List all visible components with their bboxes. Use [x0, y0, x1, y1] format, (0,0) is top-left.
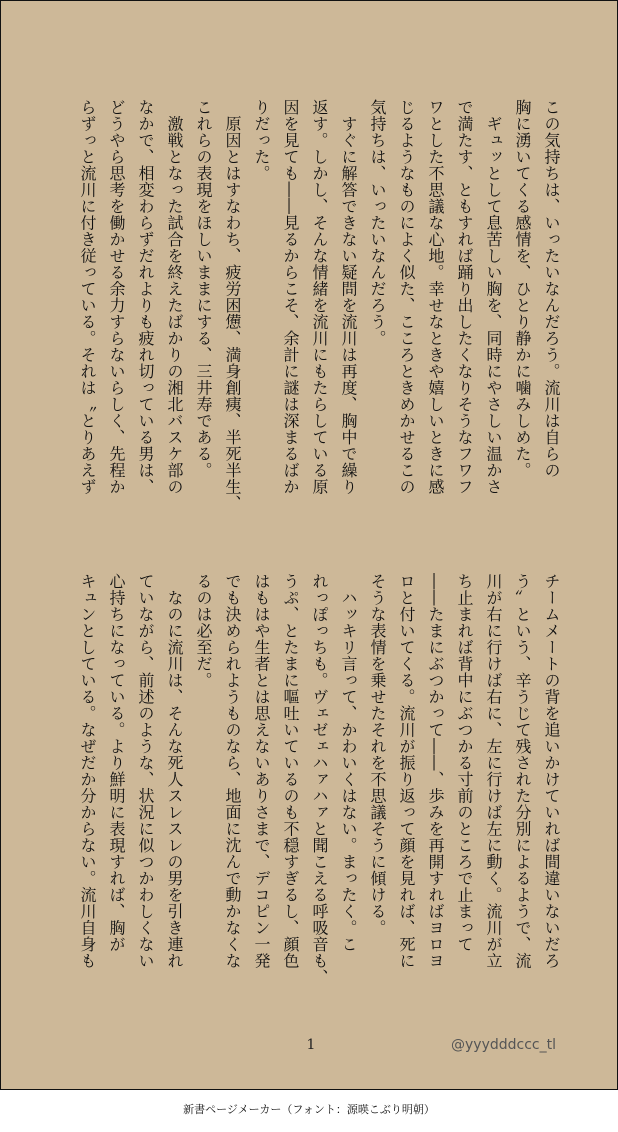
text-line: チームメートの背を追いかけていれば間違いないだろ — [542, 573, 561, 969]
text-line: ていながら、前述のような、状況に似つかわしくない — [136, 573, 155, 969]
text-line: キュンとしている。なぜだか分からない。流川自身も — [78, 573, 97, 969]
text-line: すぐに解答できない疑問を流川は再度、胸中で繰り — [339, 99, 358, 495]
text-line: で満たす、ともすれば踊り出したくなりそうなフワフ — [455, 99, 474, 495]
text-block-upper — [61, 99, 566, 554]
text-line: うぷ、とたまに嘔吐いているのも不穏すぎるし、顔色 — [281, 573, 300, 969]
text-line: じるようなものによく似た、こころときめかせるこの — [397, 99, 416, 495]
text-line: ロと付いてくる。流川が振り返って顔を見れば、死に — [397, 573, 416, 969]
text-line: らずっと流川に付き従っている。それは〝とりあえず — [78, 99, 97, 495]
text-line: るのは必至だ。 — [194, 573, 213, 689]
text-line: ワとした不思議な心地。幸せなときや嬉しいときに感 — [426, 99, 445, 495]
text-line: 胸に湧いてくる感情を、ひとり静かに噛みしめた。 — [513, 99, 532, 479]
text-line: ――たまにぶつかって――、歩みを再開すればヨロヨ — [426, 573, 445, 969]
text-line: 原因とはすなわち、疲労困憊、満身創痍、半死半生、 — [223, 99, 242, 512]
text-line: れっぽっちも。ヴェゼェハァハァと聞こえる呼吸音も、 — [310, 573, 329, 986]
text-line: 激戦となった試合を終えたばかりの湘北バスケ部の — [165, 99, 184, 495]
text-line: でも決められようものなら、地面に沈んで動かなくな — [223, 573, 242, 969]
text-line: なのに流川は、そんな死人スレスレの男を引き連れ — [165, 573, 184, 969]
text-block-lower — [56, 573, 566, 1013]
text-line: ギュッとして息苦しい胸を、同時にやさしい温かさ — [484, 99, 503, 495]
author-handle: @yyydddccc_tl — [451, 1037, 556, 1053]
text-line: 気持ちは、いったいなんだろう。 — [368, 99, 387, 347]
text-line: 返す。しかし、そんな情緒を流川にもたらしている原 — [310, 99, 329, 495]
text-line: そうな表情を乗せたそれを不思議そうに傾ける。 — [368, 573, 387, 936]
text-line: はもはや生者とは思えないありさまで、デコピン一発 — [252, 573, 271, 969]
text-line: 心持ちになっている。より鮮明に表現すれば、胸が — [107, 573, 126, 953]
footer-credit: 新書ページメーカー（フォント：源暎こぶり明朝） — [183, 1103, 435, 1116]
page-number: 1 — [306, 1037, 316, 1053]
text-line: ハッキリ言って、かわいくはない。まったく。こ — [339, 573, 358, 953]
text-line: どうやら思考を働かせる余力すらないらしく、先程か — [107, 99, 126, 495]
text-line: この気持ちは、いったいなんだろう。流川は自らの — [542, 99, 561, 479]
text-line: う〟という、辛うじて残された分別によるようで、流 — [513, 573, 532, 969]
text-line: なかで、相変わらずだれよりも疲れ切っている男は、 — [136, 99, 155, 495]
text-line: 川が右に行けば右に、左に行けば左に動く。流川が立 — [484, 573, 503, 969]
text-line: ち止まれば背中にぶつかる寸前のところで止まって — [455, 573, 474, 953]
text-line: りだった。 — [252, 99, 271, 182]
text-line: これらの表現をほしいままにする、三井寿である。 — [194, 99, 213, 479]
text-line: 因を見ても――見るからこそ、余計に謎は深まるばか — [281, 99, 300, 495]
